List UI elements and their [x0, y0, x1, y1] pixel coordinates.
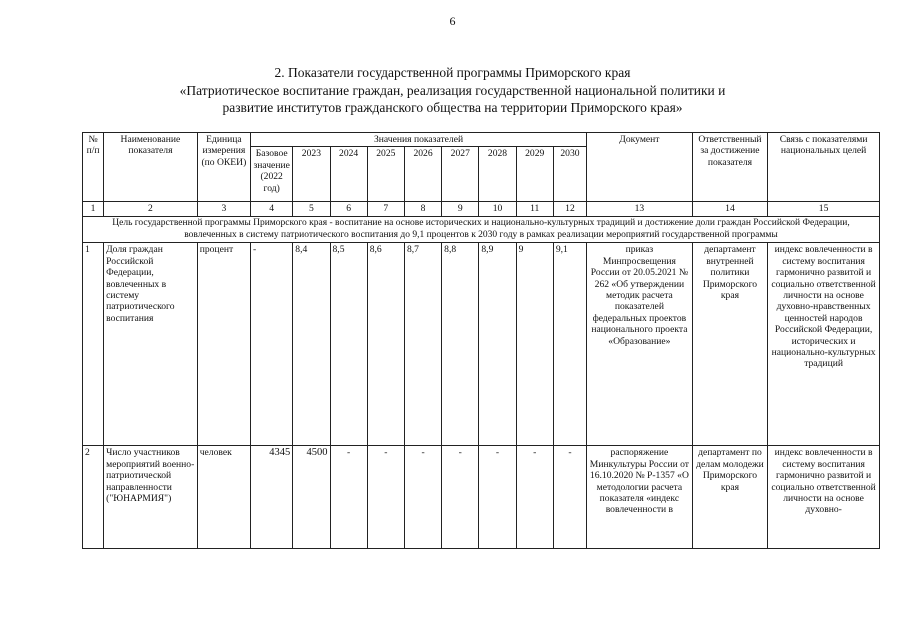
title-line-3: развитие институтов гражданского общества на территории Приморского края» [222, 100, 683, 115]
header-year: 2028 [479, 147, 516, 202]
column-number-row [83, 202, 880, 217]
row-link: индекс вовлеченности в систему воспитания гармонично развитой и социально ответственной личности на основе духовно- [768, 446, 880, 549]
header-row [83, 133, 880, 147]
row-document: распоряжение Минкультуры России от 16.10.2020 № Р-1357 «О методологии расчета показателя «индекс вовлеченности в [587, 446, 693, 549]
row-num: 1 [83, 243, 104, 446]
column-number: 7 [367, 202, 404, 217]
row-value: 8,4 [293, 243, 330, 446]
column-number: 10 [479, 202, 516, 217]
row-value: - [442, 446, 479, 549]
row-link: индекс вовлеченности в систему воспитания гармонично развитой и социально ответственной личности на основе духовно-нравственных ценностей народов Российской Федерации, исторических и национально-культурных традиций [768, 243, 880, 446]
column-number: 13 [587, 202, 693, 217]
row-document: приказ Минпросвещения России от 20.05.2021 № 262 «Об утверждении методик расчета показателей федеральных проектов национального проекта «Образование» [587, 243, 693, 446]
column-number: 3 [197, 202, 250, 217]
column-number: 4 [251, 202, 293, 217]
row-base: - [251, 243, 293, 446]
header-year: 2026 [404, 147, 441, 202]
column-number: 2 [104, 202, 198, 217]
row-base: 4345 [251, 446, 293, 549]
row-value: - [367, 446, 404, 549]
row-name: Число участников мероприятий военно-патриотической направленности ("ЮНАРМИЯ") [104, 446, 198, 549]
header-document: Документ [587, 133, 693, 202]
row-num: 2 [83, 446, 104, 549]
row-value: 8,8 [442, 243, 479, 446]
header-year: 2030 [553, 147, 586, 202]
header-year: 2024 [330, 147, 367, 202]
goal-row [83, 217, 880, 243]
page-number: 6 [449, 14, 456, 28]
header-values: Значения показателей [251, 133, 587, 147]
header-year: 2029 [516, 147, 553, 202]
row-value: - [516, 446, 553, 549]
row-value: 9,1 [553, 243, 586, 446]
table-row [83, 446, 880, 549]
column-number: 11 [516, 202, 553, 217]
row-unit: процент [197, 243, 250, 446]
header-year: 2023 [293, 147, 330, 202]
header-unit: Единица измерения (по ОКЕИ) [197, 133, 250, 202]
title-line-2: «Патриотическое воспитание граждан, реализация государственной национальной политики и [179, 82, 726, 98]
header-num: № п/п [83, 133, 104, 202]
table-row [83, 243, 880, 446]
row-value: 9 [516, 243, 553, 446]
row-unit: человек [197, 446, 250, 549]
column-number: 15 [768, 202, 880, 217]
row-value: 8,9 [479, 243, 516, 446]
column-number: 12 [553, 202, 586, 217]
row-value: - [404, 446, 441, 549]
row-value: 8,5 [330, 243, 367, 446]
header-name: Наименование показателя [104, 133, 198, 202]
header-base: Базовое значение (2022 год) [251, 147, 293, 202]
indicators-table [82, 132, 880, 549]
row-value: - [479, 446, 516, 549]
row-value: 8,6 [367, 243, 404, 446]
section-title [60, 64, 845, 117]
column-number: 14 [692, 202, 767, 217]
header-responsible: Ответственный за достижение показателя [692, 133, 767, 202]
column-number: 9 [442, 202, 479, 217]
goal-text: Цель государственной программы Приморского края - воспитание на основе исторических и национально-культурных традиций и достижение доли граждан Российской Федерации, вовлеченных в систему патриотического воспитания до 9,1 процентов к 2030 году в рамках реализации мероприятий государственной программы [83, 217, 880, 243]
column-number: 6 [330, 202, 367, 217]
row-value: - [330, 446, 367, 549]
column-number: 5 [293, 202, 330, 217]
title-line-1: 2. Показатели государственной программы Приморского края [274, 65, 631, 80]
header-year: 2025 [367, 147, 404, 202]
row-responsible: департамент внутренней политики Приморского края [692, 243, 767, 446]
row-value: - [553, 446, 586, 549]
header-link: Связь с показателями национальных целей [768, 133, 880, 202]
row-name: Доля граждан Российской Федерации, вовлеченных в систему патриотического воспитания [104, 243, 198, 446]
header-year: 2027 [442, 147, 479, 202]
row-value: 4500 [293, 446, 330, 549]
column-number: 1 [83, 202, 104, 217]
row-value: 8,7 [404, 243, 441, 446]
column-number: 8 [404, 202, 441, 217]
row-responsible: департамент по делам молодежи Приморского края [692, 446, 767, 549]
